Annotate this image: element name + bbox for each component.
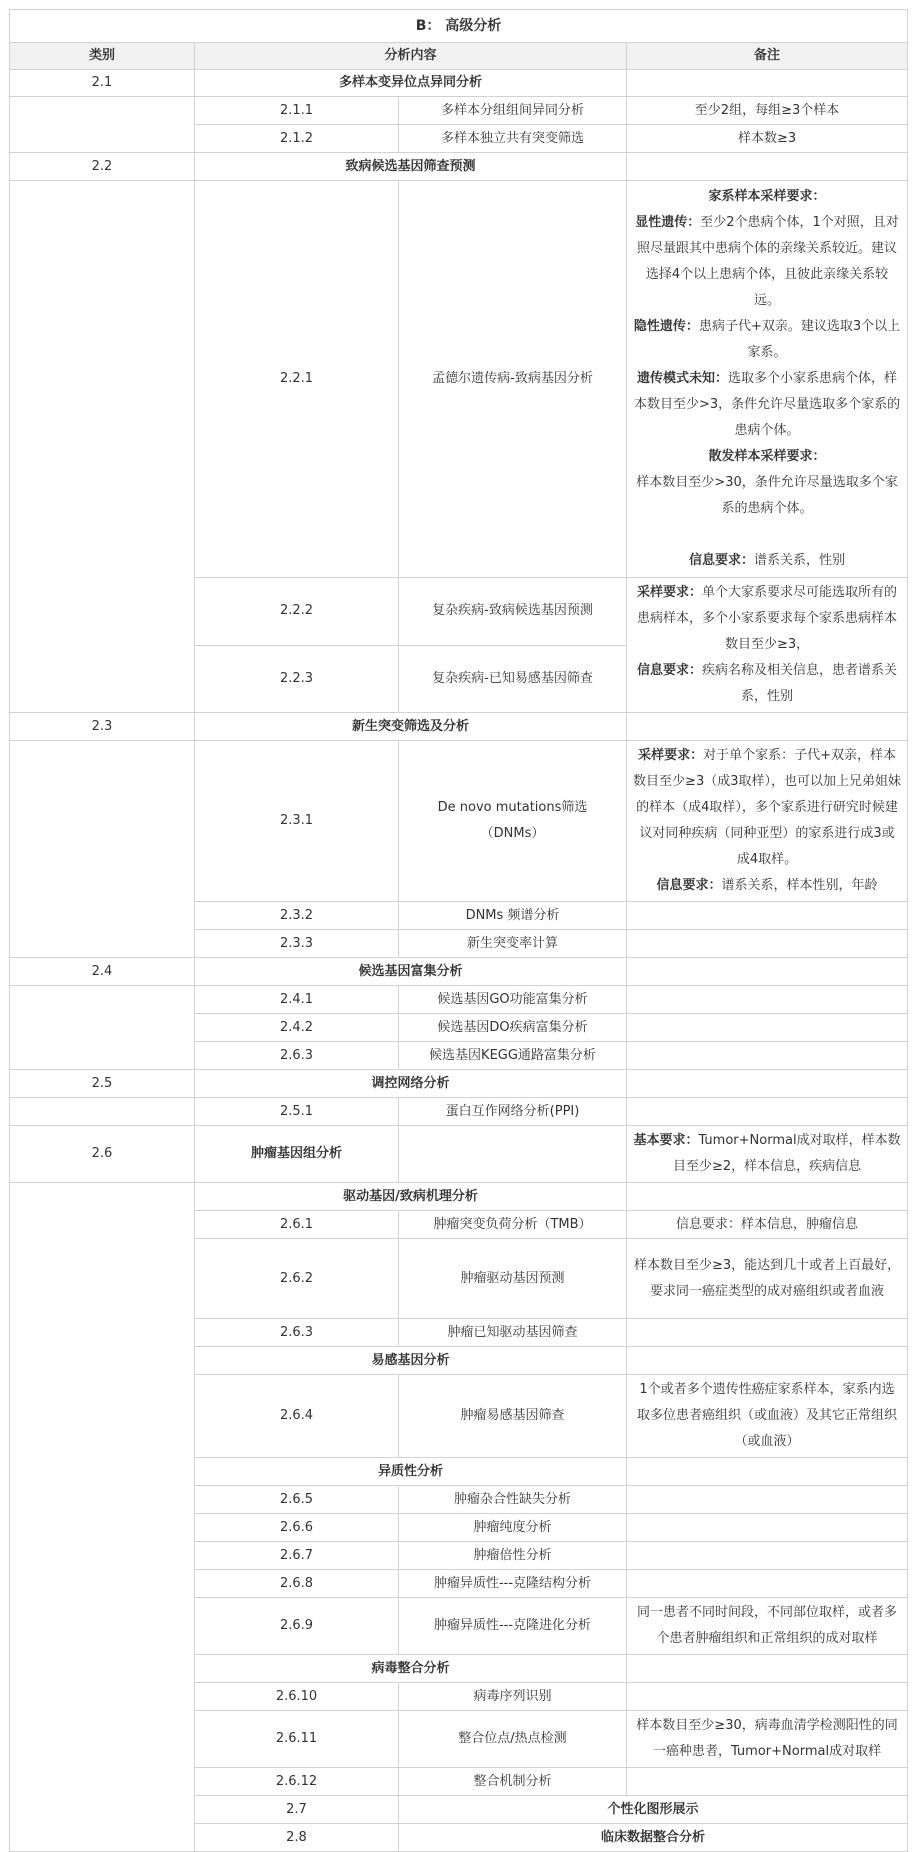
item-name: [399, 741, 627, 902]
table-row: [10, 70, 908, 97]
item-name: 复杂疾病-已知易感基因筛查: [399, 645, 627, 713]
remark-cell: 样本数目至少≥30，病毒血清学检测阳性的同一癌种患者，Tumor+Normal成对取样: [627, 1711, 908, 1768]
note-label: 采样要求：: [637, 585, 703, 600]
table-row: [10, 986, 908, 1014]
subsection-title: 驱动基因/致病机理分析: [195, 1183, 627, 1211]
item-number: 2.6.7: [195, 1542, 399, 1570]
note-label: 显性遗传：: [635, 215, 701, 230]
item-number: 2.3.2: [195, 902, 399, 930]
remark-cell: [627, 1347, 908, 1375]
remark-cell: [627, 930, 908, 958]
analysis-table-container: [9, 9, 907, 1852]
item-name: 肿瘤倍性分析: [399, 1542, 627, 1570]
advanced-analysis-table: [9, 9, 908, 1852]
note-label: 采样要求：: [638, 748, 704, 763]
section-title: 个性化图形展示: [399, 1796, 908, 1824]
item-name: 整合机制分析: [399, 1768, 627, 1796]
remark-cell: [627, 958, 908, 986]
remark-cell: [627, 1486, 908, 1514]
remark-cell: [627, 902, 908, 930]
table-row: [10, 97, 908, 125]
table-row: [10, 741, 908, 902]
item-name: 肿瘤纯度分析: [399, 1514, 627, 1542]
table-row: [10, 1126, 908, 1183]
item-number: 2.6.6: [195, 1514, 399, 1542]
note-text: 单个大家系要求尽可能选取所有的患病样本，多个小家系要求每个家系患病样本数目至少≥3，: [637, 585, 898, 652]
note-heading: 家系样本采样要求：: [708, 189, 826, 204]
remark-cell: 1个或者多个遗传性癌症家系样本，家系内选取多位患者癌组织（或血液）及其它正常组织（或血液）: [627, 1375, 908, 1458]
remark-cell: [627, 1042, 908, 1070]
item-number: 2.4.1: [195, 986, 399, 1014]
remark-cell: [627, 1014, 908, 1042]
note-heading: 散发样本采样要求：: [708, 449, 826, 464]
item-name: 肿瘤异质性---克隆进化分析: [399, 1598, 627, 1655]
item-name: 整合位点/热点检测: [399, 1711, 627, 1768]
note-label: 信息要求：: [637, 663, 703, 678]
section-title: 临床数据整合分析: [399, 1824, 908, 1852]
remark-cell: [627, 1570, 908, 1598]
remark-cell: [627, 1098, 908, 1126]
subsection-title: 病毒整合分析: [195, 1655, 627, 1683]
item-name: 蛋白互作网络分析(PPI): [399, 1098, 627, 1126]
table-row: [10, 153, 908, 181]
remark-cell: [627, 986, 908, 1014]
note-text: 选取多个小家系患病个体，样本数目至少>3，条件允许尽量选取多个家系的患病个体。: [633, 371, 901, 438]
item-name-line: De novo mutations筛选: [437, 800, 588, 815]
item-name: 肿瘤易感基因筛查: [399, 1375, 627, 1458]
table-row: [10, 1183, 908, 1211]
subsection-title: 易感基因分析: [195, 1347, 627, 1375]
subsection-title: 异质性分析: [195, 1458, 627, 1486]
remark-cell: 样本数≥3: [627, 125, 908, 153]
header-content: 分析内容: [195, 43, 627, 70]
remark-cell: [627, 181, 908, 578]
remark-cell: [627, 1683, 908, 1711]
header-category: 类别: [10, 43, 195, 70]
item-name-line: （DNMs）: [480, 826, 545, 841]
category-cell: 2.3: [10, 713, 195, 741]
section-title: 候选基因富集分析: [195, 958, 627, 986]
remark-cell: [627, 1514, 908, 1542]
table-row: [10, 1098, 908, 1126]
remark-cell: [627, 70, 908, 97]
item-name: 肿瘤已知驱动基因筛查: [399, 1319, 627, 1347]
item-number: 2.6.9: [195, 1598, 399, 1655]
remark-cell: [627, 1126, 908, 1183]
remark-cell: [627, 1542, 908, 1570]
item-number: 2.6.5: [195, 1486, 399, 1514]
item-number: 2.3.3: [195, 930, 399, 958]
note-text: 样本数目至少>30，条件允许尽量选取多个家系的患病个体。: [636, 475, 898, 516]
section-title: 多样本变异位点异同分析: [195, 70, 627, 97]
category-cell: 2.1: [10, 70, 195, 97]
item-number: 2.5.1: [195, 1098, 399, 1126]
note-text: Tumor+Normal成对取样，样本数目至少≥2，样本信息，疾病信息: [672, 1133, 901, 1174]
remark-cell: 至少2组，每组≥3个样本: [627, 97, 908, 125]
category-cell: 2.4: [10, 958, 195, 986]
item-name: [399, 1126, 627, 1183]
remark-cell: [627, 713, 908, 741]
category-cell: 2.6: [10, 1126, 195, 1183]
item-name: 孟德尔遗传病-致病基因分析: [399, 181, 627, 578]
note-text: 患病子代+双亲。建议选取3个以上家系。: [698, 319, 901, 360]
note-text: 至少2个患病个体，1个对照，且对照尽量跟其中患病个体的亲缘关系较近。建议选择4个以上患病个体，且彼此亲缘关系较远。: [637, 215, 899, 308]
item-name: 肿瘤驱动基因预测: [399, 1239, 627, 1319]
table-row: [10, 958, 908, 986]
table-title: B： 高级分析: [10, 10, 908, 43]
item-number: 2.6.4: [195, 1375, 399, 1458]
item-name: 复杂疾病-致病候选基因预测: [399, 578, 627, 646]
category-cell: [10, 1098, 195, 1126]
category-cell: 2.8: [195, 1824, 399, 1852]
item-name: 候选基因KEGG通路富集分析: [399, 1042, 627, 1070]
item-name: 病毒序列识别: [399, 1683, 627, 1711]
item-number: 2.6.11: [195, 1711, 399, 1768]
remark-cell: [627, 1768, 908, 1796]
note-text: 对于单个家系：子代+双亲，样本数目至少≥3（成3取样），也可以加上兄弟姐妹的样本（成4取样），多个家系进行研究时候建议对同种疾病（同种亚型）的家系进行成3或成4取样。: [633, 748, 901, 867]
note-label: 信息要求：: [656, 878, 722, 893]
item-name: 肿瘤异质性---克隆结构分析: [399, 1570, 627, 1598]
header-remark: 备注: [627, 43, 908, 70]
item-number: 2.1.1: [195, 97, 399, 125]
item-number: 2.6.8: [195, 1570, 399, 1598]
note-text: 疾病名称及相关信息，患者谱系关系，性别: [702, 663, 898, 704]
remark-cell: 样本数目至少≥3，能达到几十或者上百最好，要求同一癌症类型的成对癌组织或者血液: [627, 1239, 908, 1319]
table-row: [10, 181, 908, 578]
note-label: 信息要求：: [689, 553, 755, 568]
category-cell: 2.5: [10, 1070, 195, 1098]
note-label: 基本要求：: [633, 1133, 699, 1148]
item-number: 2.1.2: [195, 125, 399, 153]
item-number: 2.6.2: [195, 1239, 399, 1319]
item-number: 2.6.12: [195, 1768, 399, 1796]
item-name: 肿瘤突变负荷分析（TMB）: [399, 1211, 627, 1239]
category-cell: [10, 986, 195, 1070]
item-name: 多样本分组组间异同分析: [399, 97, 627, 125]
remark-cell: [627, 578, 908, 713]
item-number: 2.2.1: [195, 181, 399, 578]
item-name: 肿瘤杂合性缺失分析: [399, 1486, 627, 1514]
category-cell: [10, 181, 195, 713]
item-number: 2.3.1: [195, 741, 399, 902]
remark-cell: [627, 741, 908, 902]
category-cell: 2.2: [10, 153, 195, 181]
item-number: 2.4.2: [195, 1014, 399, 1042]
item-number: 2.2.3: [195, 645, 399, 713]
item-name: 候选基因DO疾病富集分析: [399, 1014, 627, 1042]
table-row: [10, 1070, 908, 1098]
item-name: 候选基因GO功能富集分析: [399, 986, 627, 1014]
item-number: 2.6.1: [195, 1211, 399, 1239]
remark-cell: [627, 1458, 908, 1486]
note-label: 遗传模式未知：: [637, 371, 729, 386]
item-number: 2.6.3: [195, 1319, 399, 1347]
note-label: 隐性遗传：: [633, 319, 699, 334]
remark-cell: [627, 153, 908, 181]
section-title: 调控网络分析: [195, 1070, 627, 1098]
category-cell: [10, 1183, 195, 1852]
item-number: 2.2.2: [195, 578, 399, 646]
item-name: DNMs 频谱分析: [399, 902, 627, 930]
category-cell: [10, 97, 195, 153]
remark-cell: 信息要求：样本信息，肿瘤信息: [627, 1211, 908, 1239]
category-cell: [10, 741, 195, 958]
note-text: 谱系关系，样本性别，年龄: [721, 878, 878, 893]
remark-cell: [627, 1070, 908, 1098]
remark-cell: [627, 1655, 908, 1683]
section-title: 肿瘤基因组分析: [195, 1126, 399, 1183]
remark-cell: [627, 1183, 908, 1211]
remark-cell: 同一患者不同时间段，不同部位取样，或者多个患者肿瘤组织和正常组织的成对取样: [627, 1598, 908, 1655]
section-title: 新生突变筛选及分析: [195, 713, 627, 741]
item-name: 多样本独立共有突变筛选: [399, 125, 627, 153]
item-name: 新生突变率计算: [399, 930, 627, 958]
section-title: 致病候选基因筛查预测: [195, 153, 627, 181]
note-text: 谱系关系，性别: [754, 553, 846, 568]
table-row: [10, 713, 908, 741]
remark-cell: [627, 1319, 908, 1347]
category-cell: 2.7: [195, 1796, 399, 1824]
item-number: 2.6.10: [195, 1683, 399, 1711]
item-number: 2.6.3: [195, 1042, 399, 1070]
